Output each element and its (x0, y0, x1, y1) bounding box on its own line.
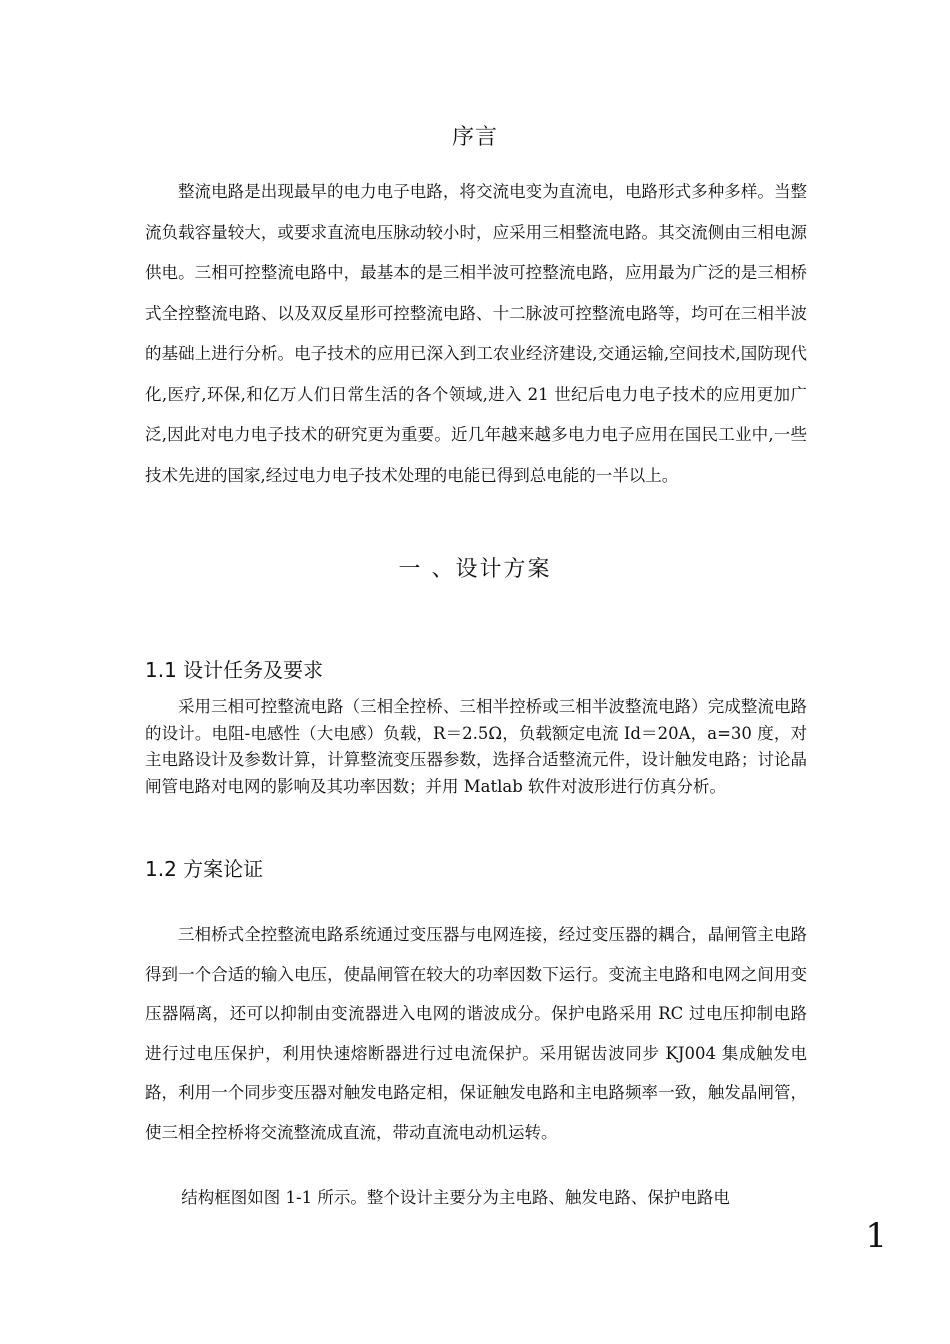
preface-title: 序言 (451, 125, 498, 150)
section-1-2-paragraph-2: 结构框图如图 1-1 所示。整个设计主要分为主电路、触发电路、保护电路电 (181, 1188, 730, 1207)
preface-paragraph: 整流电路是出现最早的电力电子电路，将交流电变为直流电，电路形式多种多样。当整流负载容量较大，或要求直流电压脉动较小时，应采用三相整流电路。其交流侧由三相电源供电。三相可控整流电路中，最基本的是三相半波可控整流电路，应用最为广泛的是三相桥式全控整流电路、以及双反星形可控整流电路、十二脉波可控整流电路等，均可在三相半波的基础上进行分析。电子技术的应用已深入到工农业经济建设,交通运输,空间技术,国防现代化,医疗,环保,和亿万人们日常生活的各个领域,进入 21 世纪后电力电子技术的应用更加广泛,因此对电力电子技术的研究更为重要。近几年越来越多电力电子应用在国民工业中,一些技术先进的国家,经过电力电子技术处理的电能已得到总电能的一半以上。 (145, 182, 807, 485)
section-heading-1-1: 1.1 设计任务及要求 (145, 658, 324, 682)
section-1-2-paragraph: 三相桥式全控整流电路系统通过变压器与电网连接，经过变压器的耦合，晶闸管主电路得到一个合适的输入电压，使晶闸管在较大的功率因数下运行。变流主电路和电网之间用变压器隔离，还可以抑制由变流器进入电网的谐波成分。保护电路采用 RC 过电压抑制电路进行过电压保护，利用快速熔断器进行过电流保护。采用锯齿波同步 KJ004 集成触发电路，利用一个同步变压器对触发电路定相，保证触发电路和主电路频率一致，触发晶闸管，使三相全控桥将交流整流成直流，带动直流电动机运转。 (145, 925, 807, 1142)
page-number: 1 (865, 1216, 887, 1256)
section-1-1-paragraph: 采用三相可控整流电路（三相全控桥、三相半控桥或三相半波整流电路）完成整流电路的设计。电阻-电感性（大电感）负载，R＝2.5Ω，负载额定电流 Id＝20A，a=30 度，对主电路设计及参数计算，计算整流变压器参数，选择合适整流元件，设计触发电路；讨论晶闸管电路对电网的影响及其功率因数；并用 Matlab 软件对波形进行仿真分析。 (145, 697, 807, 796)
chapter-title: 一 、设计方案 (398, 557, 552, 582)
section-heading-1-2: 1.2 方案论证 (145, 857, 264, 881)
